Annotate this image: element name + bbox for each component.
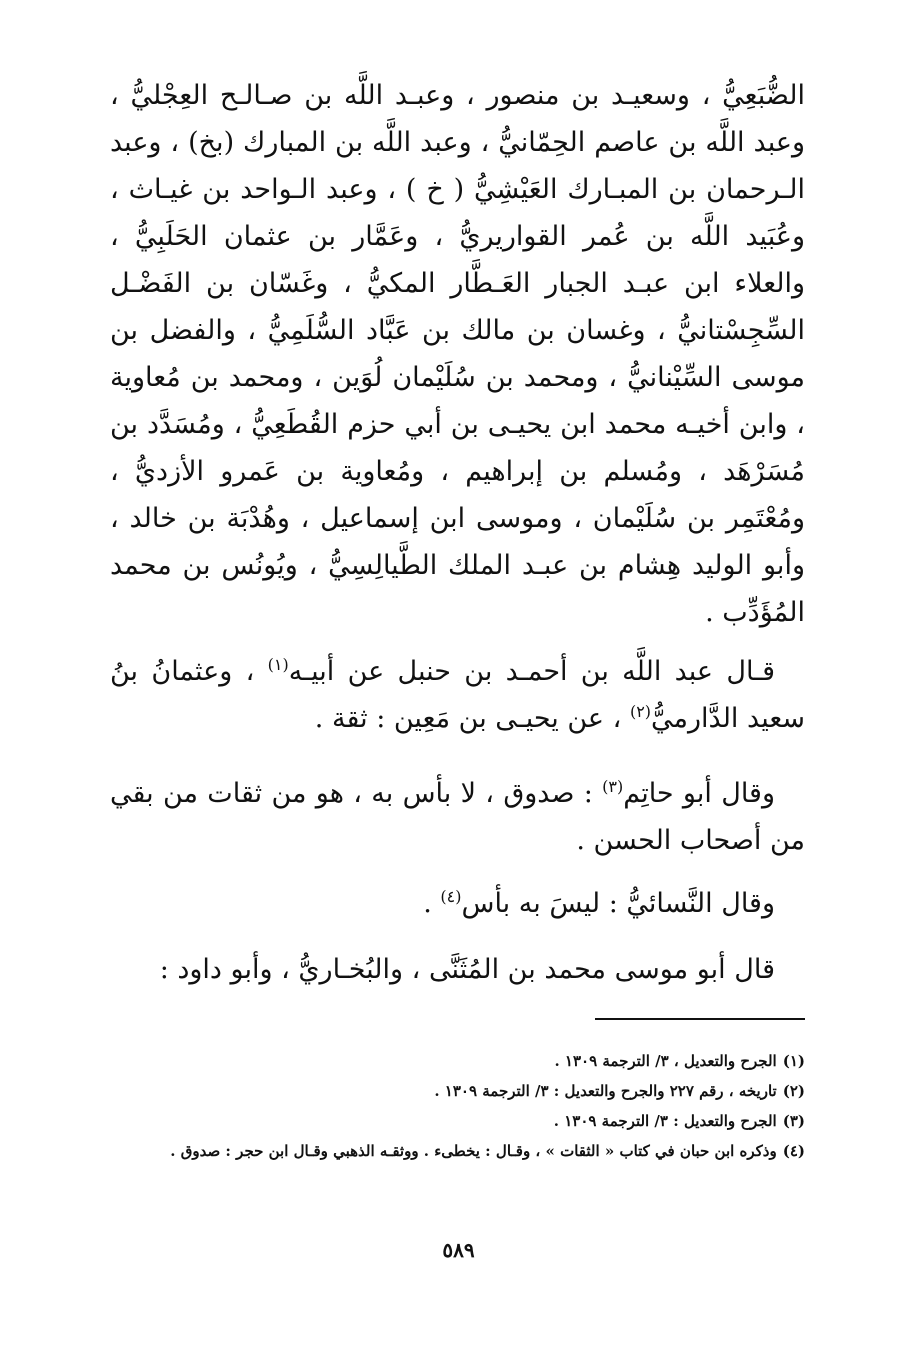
para4-text-before: وقال النَّسائيُّ : ليسَ به بأس xyxy=(461,888,775,919)
footnote-2 xyxy=(110,1076,805,1106)
footnote-ref-3[interactable]: (٣) xyxy=(602,777,624,796)
body-paragraph-abu-hatim xyxy=(110,770,805,864)
footnote-4 xyxy=(110,1136,805,1166)
footnote-ref-4[interactable]: (٤) xyxy=(440,887,462,906)
footnote-ref-1[interactable]: (١) xyxy=(267,655,289,674)
body-paragraph-abu-musa: قال أبو موسى محمد بن المُثَنَّى ، والبُخـاريُّ ، وأبو داود : xyxy=(159,954,775,985)
body-paragraph-nasai xyxy=(110,880,805,927)
body-paragraph-ibn-hanbal xyxy=(110,648,805,742)
para3-text-after: : صدوق ، لا بأس به ، هو من ثقات من بقي من أصحاب الحسن . xyxy=(110,778,805,856)
para2-text-before: قـال عبد اللَّه بن أحمـد بن حنبل عن أبيـه xyxy=(288,656,775,687)
footnote-separator xyxy=(595,1018,805,1020)
footnote-ref-2[interactable]: (٢) xyxy=(629,702,652,721)
para2-text-after: ، عن يحيـى بن مَعِين : ثقة . xyxy=(314,703,630,734)
footnote-number: (٣) xyxy=(782,1112,805,1130)
footnote-1 xyxy=(110,1046,805,1076)
footnote-text: الجرح والتعديل : ٣/ الترجمة ١٣٠٩ . xyxy=(553,1112,777,1130)
footnote-number: (١) xyxy=(782,1052,805,1070)
footnote-number: (٢) xyxy=(782,1082,805,1100)
page-number: ٥٨٩ xyxy=(442,1238,475,1262)
footnote-text: وذكره ابن حبان في كتاب « الثقات » ، وقـال : يخطىء . ووثقـه الذهبي وقـال ابن حجر : صدوق . xyxy=(170,1142,777,1160)
footnote-text: الجرح والتعديل ، ٣/ الترجمة ١٣٠٩ . xyxy=(554,1052,777,1070)
footnote-number: (٤) xyxy=(782,1142,805,1160)
para4-text-after: . xyxy=(423,888,441,919)
footnotes-section xyxy=(110,1046,805,1166)
footnote-3 xyxy=(110,1106,805,1136)
body-paragraph-narrators: الضُّبَعِيُّ ، وسعيـد بن منصور ، وعبـد اللَّه بن صـالـح العِجْليُّ ، وعبد اللَّه بن عاصم الحِمّانيُّ ، وعبد اللَّه بن المبارك (بخ) ، وعبد الـرحمان بن المبـارك العَيْشِيُّ ( خ ) ، وعبد الـواحد بن غيـاث ، وعُبَيد اللَّه بن عُمر القواريريُّ ، وعَمَّار بن عثمان الحَلَبِيُّ ، والعلاء ابن عبـد الجبار العَـطَّار المكيُّ ، وغَسّان بن الفَضْـل السِّجِسْتانيُّ ، وغسان بن مالك بن عَبَّاد السُّلَمِيُّ ، والفضل بن موسى السِّيْنانيُّ ، ومحمد بن سُلَيْمان لُوَين ، ومحمد بن مُعاوية ، وابن أخيـه محمد ابن يحيـى بن أبي حزم القُطَعِيُّ ، ومُسَدَّد بن مُسَرْهَد ، ومُسلم بن إبراهيم ، ومُعاوية بن عَمرو الأزديُّ ، ومُعْتَمِر بن سُلَيْمان ، وموسى ابن إسماعيل ، وهُدْبَة بن خالد ، وأبو الوليد هِشام بن عبـد الملك الطَّيالِسِيُّ ، ويُونُس بن محمد المُؤَدِّب . xyxy=(110,80,805,628)
para2-text-middle: ، وعثمانُ بنُ سعيد الدَّارميُّ xyxy=(110,656,805,734)
footnote-text: تاريخه ، رقم ٢٢٧ والجرح والتعديل : ٣/ الترجمة ١٣٠٩ . xyxy=(434,1082,777,1100)
para3-text-before: وقال أبو حاتِم xyxy=(623,778,775,809)
